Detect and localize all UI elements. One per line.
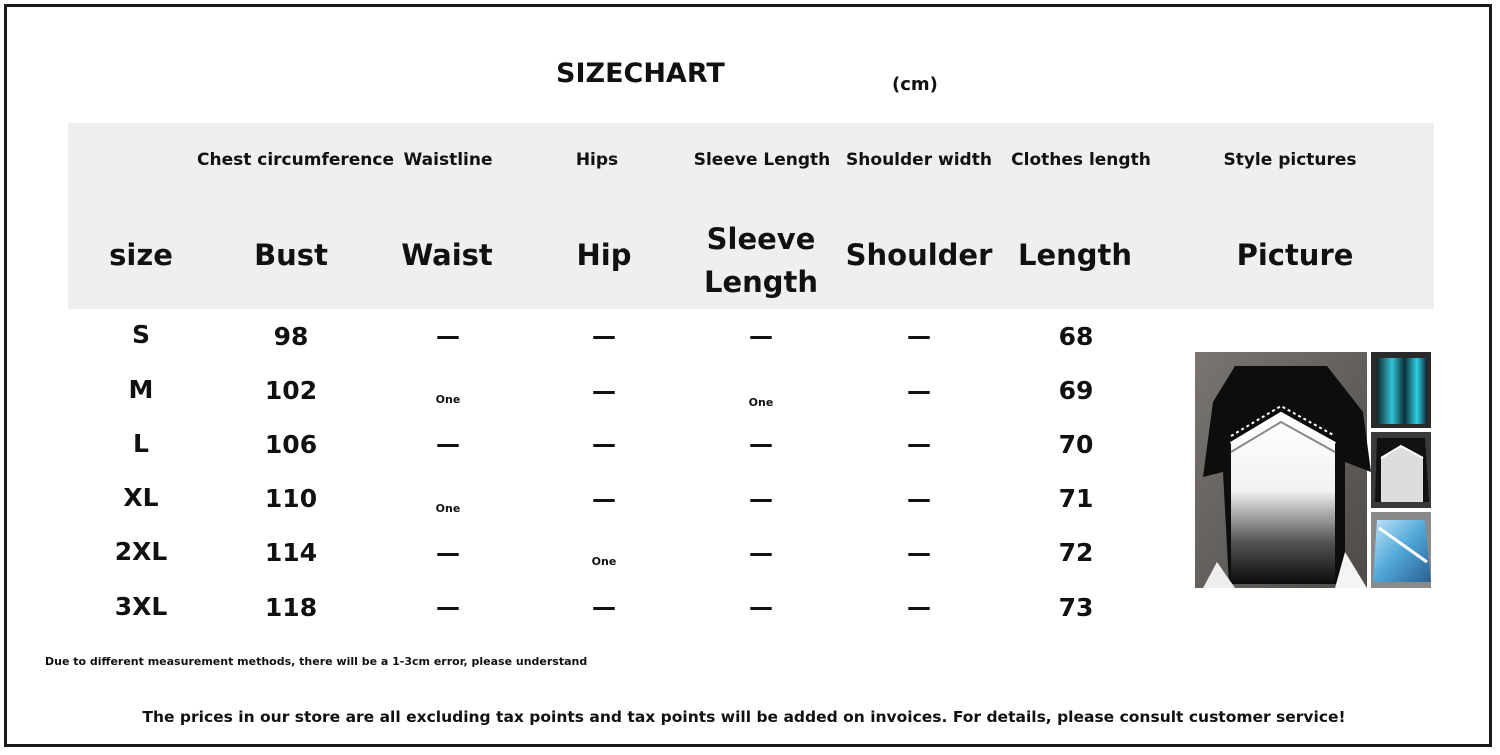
table-cell-shoulder: — [907,593,931,621]
table-cell-sleeve: — [749,539,773,567]
table-cell-length: 71 [1058,484,1094,513]
table-cell-shoulder: — [907,377,931,405]
table-cell-hip: — [592,593,616,621]
table-cell-bust: 110 [264,484,318,513]
header-picture: Picture [1236,238,1354,272]
table-cell-shoulder: — [907,430,931,458]
header-length: Length [1017,238,1133,272]
header-hip: Hip [576,238,632,272]
tax-note: The prices in our store are all excluding tax points and tax points will be added on invoices. For details, please consult customer service! [142,708,1346,726]
measurement-error-note: Due to different measurement methods, there will be a 1-3cm error, please understand [45,655,588,668]
table-cell-bust: 118 [264,593,318,622]
table-cell-waist: — [436,539,460,567]
table-cell-waist: One [435,502,461,515]
table-row-size: 2XL [114,537,168,566]
table-row-size: M [128,375,154,404]
table-cell-length: 70 [1058,430,1094,459]
header-waistline: Waistline [403,150,493,170]
header-clothes-length: Clothes length [1011,150,1151,170]
table-cell-sleeve: — [749,430,773,458]
table-cell-sleeve: One [748,396,774,409]
thumbnail-teal [1371,352,1431,428]
table-cell-shoulder: — [907,485,931,513]
header-style-pictures: Style pictures [1223,150,1357,170]
table-cell-sleeve: — [749,485,773,513]
thumbnail-black-white [1371,432,1431,508]
table-cell-hip: — [592,430,616,458]
table-cell-sleeve: — [749,322,773,350]
table-cell-shoulder: — [907,539,931,567]
table-cell-bust: 106 [264,430,318,459]
table-cell-waist: — [436,593,460,621]
table-cell-sleeve: — [749,593,773,621]
table-row-size: 3XL [114,592,168,621]
page-title: SIZECHART [556,58,725,89]
table-cell-waist: — [436,430,460,458]
table-cell-waist: One [435,393,461,406]
table-row-size: XL [123,483,159,512]
header-size: size [109,238,173,272]
table-cell-hip: One [591,555,617,568]
table-cell-bust: 114 [264,538,318,567]
main-style-picture [1195,352,1371,588]
table-cell-length: 69 [1058,376,1094,405]
table-cell-hip: — [592,485,616,513]
table-row-size: L [133,429,149,458]
header-shoulder: Shoulder [845,238,993,272]
table-cell-length: 68 [1058,322,1094,351]
table-cell-length: 72 [1058,538,1094,567]
header-hips: Hips [575,150,619,170]
style-pictures [1195,352,1431,588]
table-cell-waist: — [436,322,460,350]
header-sleeve-length: Sleeve Length [693,150,831,170]
table-cell-hip: — [592,377,616,405]
thumbnail-blue [1371,512,1431,588]
header-waist: Waist [401,238,493,272]
table-cell-shoulder: — [907,322,931,350]
table-cell-bust: 98 [273,322,309,351]
table-cell-length: 73 [1058,593,1094,622]
header-chest: Chest circumference [197,150,395,170]
header-shoulder-width: Shoulder width [846,150,992,170]
table-cell-bust: 102 [264,376,318,405]
table-row-size: S [131,320,150,349]
unit-label: (cm) [892,74,938,95]
header-sleeve: Sleeve Length [703,222,819,299]
table-cell-hip: — [592,322,616,350]
header-bust: Bust [254,238,328,272]
